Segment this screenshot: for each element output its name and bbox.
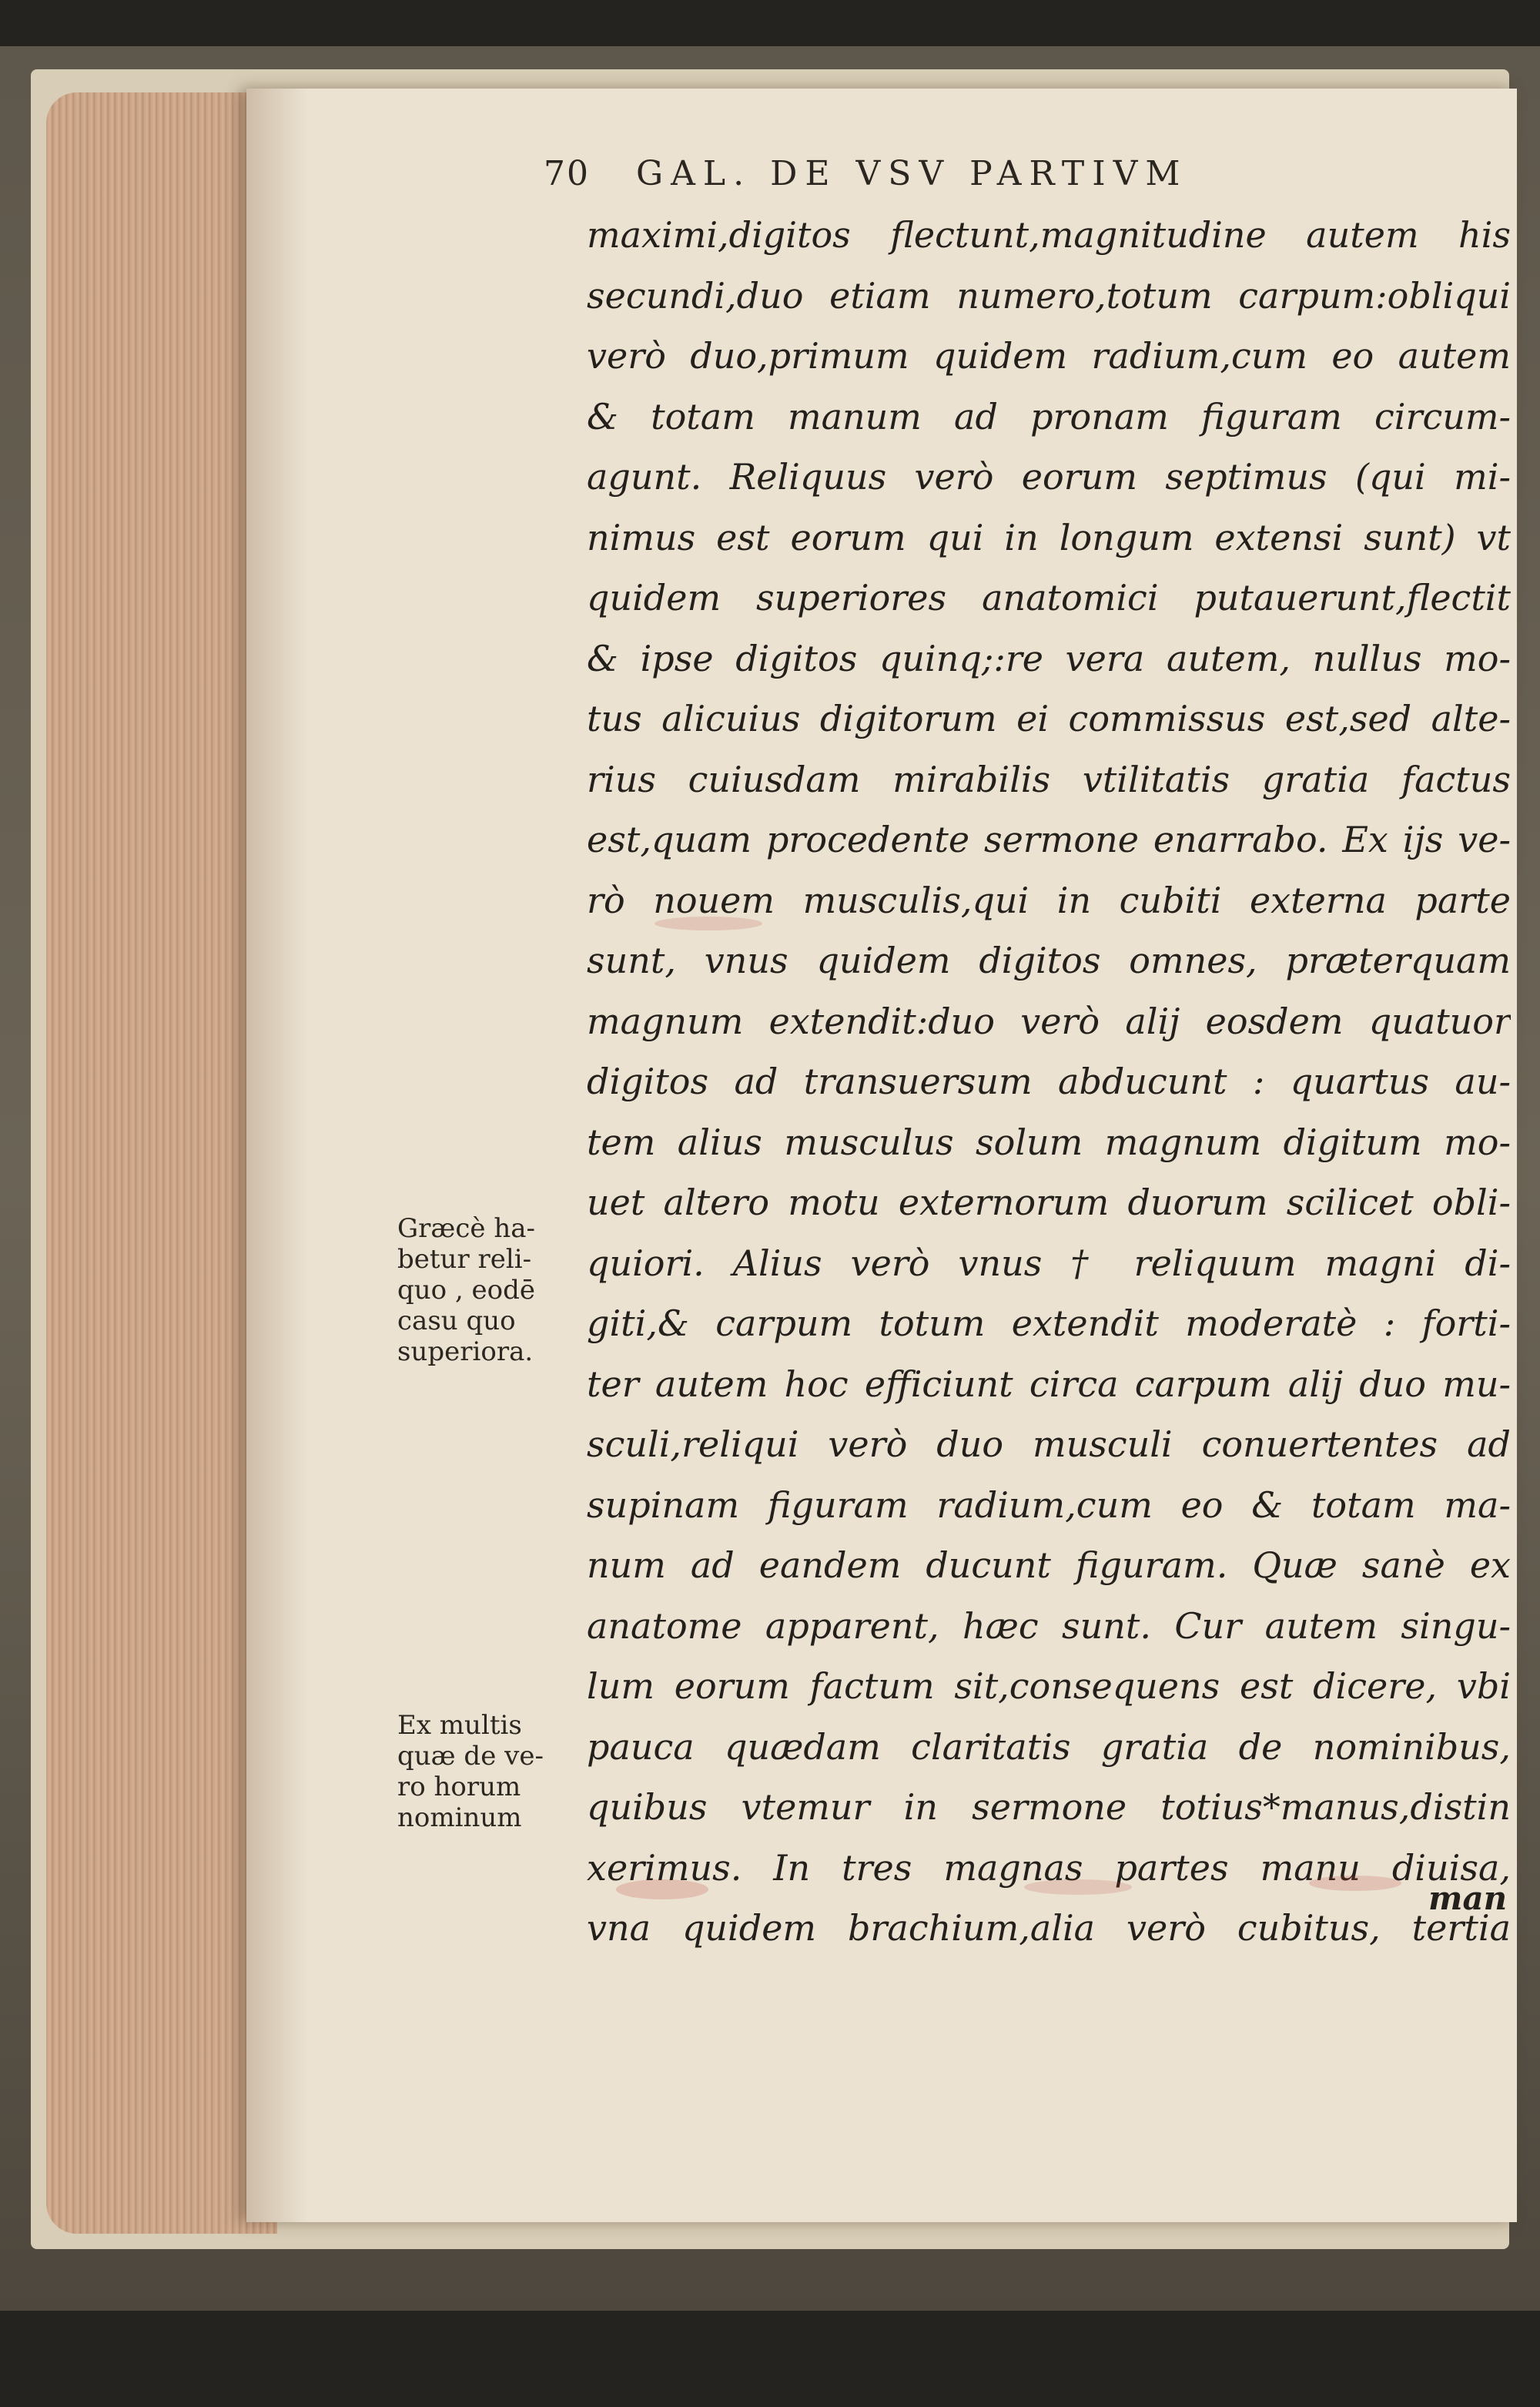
red-ink-stain [654,917,762,930]
text-line: agunt. Reliquus verò eorum septimus (qui mi- [587,456,1511,498]
marginal-note-line: quæ de ve- [397,1741,544,1772]
red-ink-stain [1024,1879,1132,1895]
marginal-note-greek-reading [397,1213,535,1367]
text-line: quibus vtemur in sermone totius*manus,distin [587,1786,1511,1828]
text-line: secundi,duo etiam numero,totum carpum:obliqui [587,274,1511,317]
text-line: rò nouem musculis,qui in cubiti externa parte [587,879,1511,921]
text-line: tem alius musculus solum magnum digitum mo- [587,1121,1511,1163]
text-line: ter autem hoc efficiunt circa carpum alij duo mu- [587,1363,1511,1405]
text-line: uet altero motu externorum duorum scilicet obli- [587,1182,1511,1223]
running-head-title: GAL. DE VSV PARTIVM [636,154,1188,193]
text-line: & totam manum ad pronam figuram circum- [587,395,1511,437]
text-line: anatome apparent, hæc sunt. Cur autem singu- [587,1604,1511,1647]
text-line: est,quam procedente sermone enarrabo. Ex ijs ve- [587,819,1511,860]
text-line: & ipse digitos quinq;:re vera autem, nullus mo- [587,637,1511,679]
text-line: supinam figuram radium,cum eo & totam ma- [587,1483,1511,1526]
text-line: sculi,reliqui verò duo musculi conuertentes ad [587,1423,1511,1465]
text-line: verò duo,primum quidem radium,cum eo autem [587,335,1511,377]
marginal-note-line: casu quo [397,1306,516,1336]
marginal-note-nomina [397,1710,544,1833]
text-line: lum eorum factum sit,consequens est dicere, vbi [587,1665,1511,1707]
text-line: magnum extendit:duo verò alij eosdem quatuor [587,1000,1511,1042]
running-header [544,154,1187,193]
marginal-note-line: quo , eodē [397,1275,536,1306]
gutter-shadow [246,89,308,2222]
text-line: nimus est eorum qui in longum extensi sunt) vt [587,516,1511,558]
main-text-block [587,205,1511,1959]
text-line: sunt, vnus quidem digitos omnes, præterquam [587,940,1511,981]
red-ink-stain [1309,1876,1401,1891]
marginal-note-line: Ex multis [397,1710,522,1741]
text-line: maximi,digitos flectunt,magnitudine autem his [587,214,1511,256]
marginal-note-line: superiora. [397,1336,534,1367]
text-line: vna quidem brachium,alia verò cubitus, tertia [587,1907,1511,1949]
text-line: rius cuiusdam mirabilis vtilitatis gratia factus [587,758,1511,800]
marginal-note-line: ro horum [397,1772,521,1802]
marginal-note-line: nominum [397,1802,522,1833]
page-edges [46,92,277,2234]
page-number: 70 [544,154,590,193]
text-line: giti,& carpum totum extendit moderatè : forti- [587,1302,1511,1344]
red-ink-stain [616,1879,708,1899]
catchword: man [1428,1879,1508,1917]
text-line: tus alicuius digitorum ei commissus est,sed alte- [587,698,1511,739]
text-line: quidem superiores anatomici putauerunt,flectit [587,577,1511,619]
marginal-note-line: Græcè ha- [397,1213,535,1244]
marginal-note-line: betur reli- [397,1244,532,1275]
text-line: pauca quædam claritatis gratia de nominibus, [587,1725,1511,1768]
text-line: quiori. Alius verò vnus † reliquum magni di- [587,1242,1511,1284]
text-line: xerimus. In tres magnas partes manu diuisa, [587,1846,1511,1889]
text-line: num ad eandem ducunt figuram. Quæ sanè ex [587,1544,1511,1586]
text-line: digitos ad transuersum abducunt : quartus au- [587,1061,1511,1102]
